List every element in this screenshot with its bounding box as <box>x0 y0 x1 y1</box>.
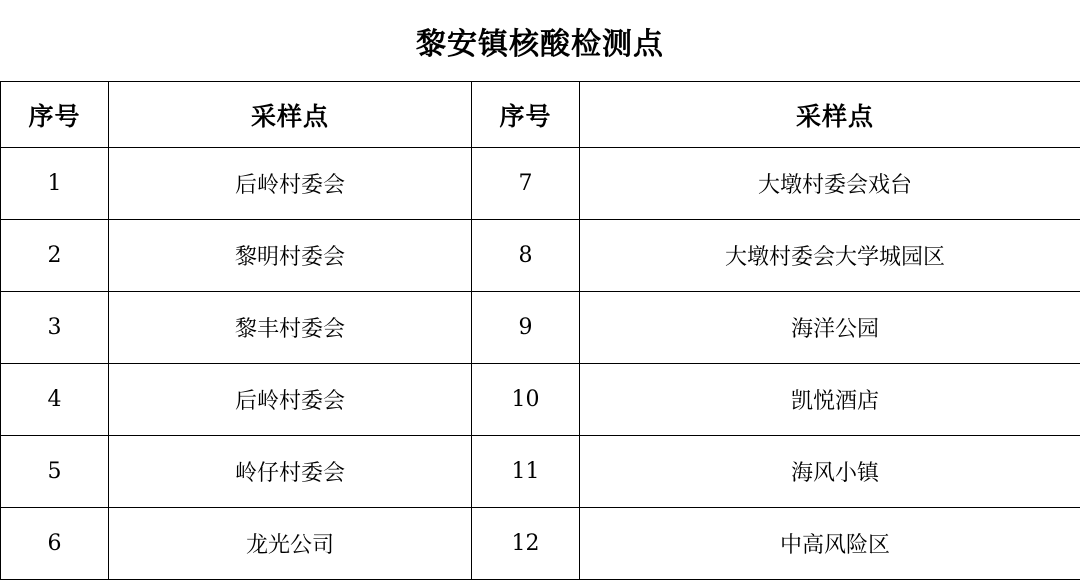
cell-site-left: 黎明村委会 <box>109 220 472 292</box>
cell-index-right: 12 <box>472 508 580 580</box>
table-header <box>1 82 1080 148</box>
column-header-index-right: 序号 <box>472 82 580 148</box>
table-row <box>1 292 1080 364</box>
column-header-site-left: 采样点 <box>109 82 472 148</box>
table-row <box>1 364 1080 436</box>
cell-index-right: 7 <box>472 148 580 220</box>
cell-index-left: 5 <box>1 436 109 508</box>
cell-index-left: 4 <box>1 364 109 436</box>
table-row <box>1 148 1080 220</box>
cell-site-right: 海洋公园 <box>580 292 1080 364</box>
page-title: 黎安镇核酸检测点 <box>416 26 664 62</box>
cell-index-right: 8 <box>472 220 580 292</box>
cell-index-left: 1 <box>1 148 109 220</box>
table-row <box>1 508 1080 580</box>
cell-index-left: 2 <box>1 220 109 292</box>
column-header-index-left: 序号 <box>1 82 109 148</box>
cell-site-right: 大墩村委会大学城园区 <box>580 220 1080 292</box>
table-header-row <box>1 82 1080 148</box>
cell-site-left: 龙光公司 <box>109 508 472 580</box>
table-row <box>1 220 1080 292</box>
cell-index-left: 6 <box>1 508 109 580</box>
cell-site-left: 后岭村委会 <box>109 364 472 436</box>
cell-index-right: 10 <box>472 364 580 436</box>
table-row <box>1 436 1080 508</box>
cell-site-right: 中高风险区 <box>580 508 1080 580</box>
cell-index-right: 11 <box>472 436 580 508</box>
cell-site-left: 后岭村委会 <box>109 148 472 220</box>
cell-site-right: 大墩村委会戏台 <box>580 148 1080 220</box>
cell-site-right: 海风小镇 <box>580 436 1080 508</box>
cell-site-left: 岭仔村委会 <box>109 436 472 508</box>
cell-index-left: 3 <box>1 292 109 364</box>
cell-index-right: 9 <box>472 292 580 364</box>
testing-sites-table <box>0 81 1080 580</box>
cell-site-right: 凯悦酒店 <box>580 364 1080 436</box>
table-body <box>1 148 1080 580</box>
column-header-site-right: 采样点 <box>580 82 1080 148</box>
cell-site-left: 黎丰村委会 <box>109 292 472 364</box>
